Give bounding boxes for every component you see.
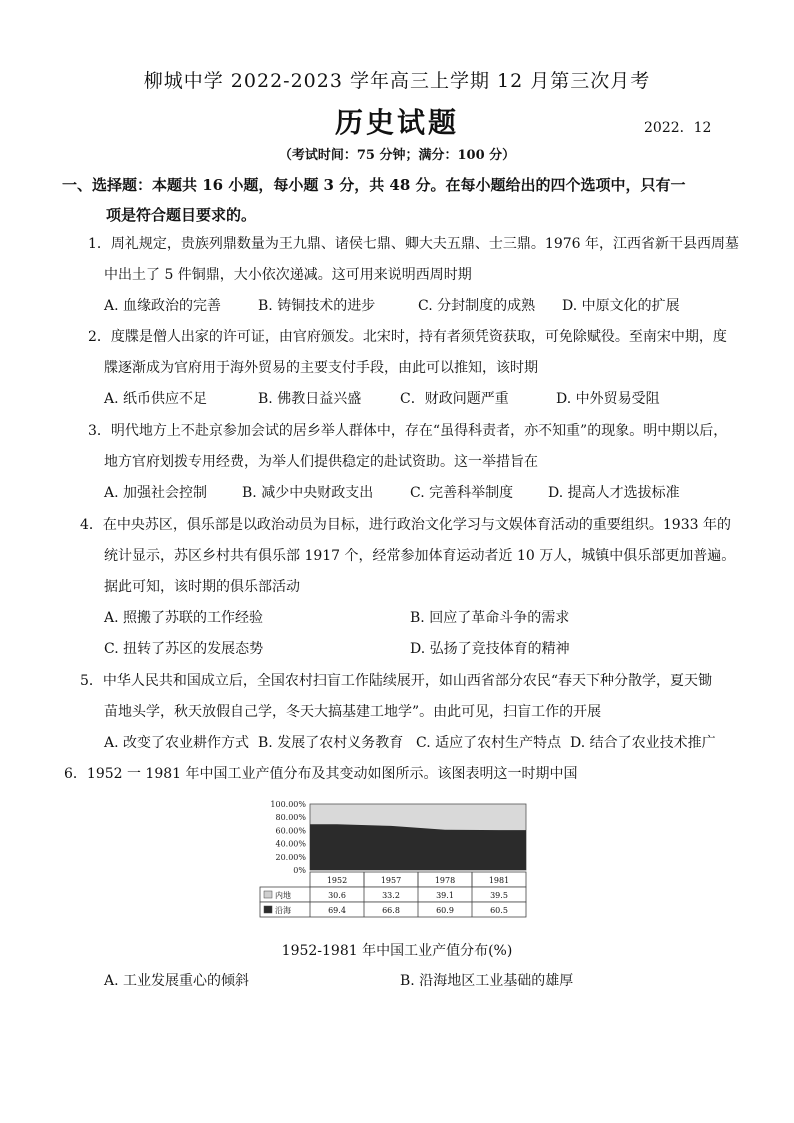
series-area-coastal [310, 824, 526, 870]
question-2-option-c: C．财政问题严重 [400, 391, 509, 407]
legend-label: 沿海 [275, 906, 291, 915]
data-label: 66.8 [382, 906, 400, 915]
y-tick-label: 0% [293, 866, 306, 875]
question-4-line-1: 4．在中央苏区，俱乐部是以政治动员为目标，进行政治文化学习与文娱体育活动的重要组织。1933 年的 [80, 517, 731, 533]
question-6-line-1: 6．1952 一 1981 年中国工业产值分布及其变动如图所示。该图表明这一时期中国 [64, 766, 578, 782]
school-title: 柳城中学 2022-2023 学年高三上学期 12 月第三次月考 [143, 70, 651, 92]
question-2-option-d: D. 中外贸易受阻 [556, 391, 660, 407]
section-heading [62, 170, 742, 230]
question-3-line-1: 3．明代地方上不赴京参加会试的居乡举人群体中，存在“虽得科责者，亦不知重”的现象。明中期以后， [88, 423, 728, 439]
exam-meta: （考试时间：75 分钟；满分：100 分） [278, 148, 516, 163]
question-3-option-c: C. 完善科举制度 [410, 485, 514, 501]
question-5-option-d: D. 结合了农业技术推广 [570, 735, 716, 751]
question-4-option-d: D. 弘扬了竞技体育的精神 [410, 641, 570, 657]
question-4-option-c: C. 扭转了苏区的发展态势 [104, 641, 264, 657]
question-5-line-1: 5．中华人民共和国成立后，全国农村扫盲工作陆续展开，如山西省部分农民“春天下种分散学，夏天锄 [80, 673, 713, 689]
question-2-option-b: B. 佛教日益兴盛 [258, 391, 362, 407]
y-tick-label: 100.00% [270, 800, 306, 809]
x-tick-label: 1952 [326, 876, 348, 885]
legend-swatch [264, 891, 272, 898]
question-1-line-2: 中出土了 5 件铜鼎，大小依次递减。这可用来说明西周时期 [104, 267, 472, 283]
question-3-option-b: B. 减少中央财政支出 [242, 485, 374, 501]
section-heading-line-2: 项是符合题目要求的。 [106, 206, 257, 224]
y-tick-label: 60.00% [275, 826, 306, 836]
exam-date: 2022．12 [644, 120, 712, 136]
x-tick-label: 1957 [380, 876, 402, 885]
data-label: 33.2 [382, 891, 400, 900]
data-label: 60.9 [436, 906, 454, 915]
question-6-option-b: B. 沿海地区工业基础的雄厚 [400, 973, 574, 989]
question-3-line-2: 地方官府划拨专用经费，为举人们提供稳定的赴试资助。这一举措旨在 [104, 454, 538, 470]
question-4-line-2: 统计显示，苏区乡村共有俱乐部 1917 个，经常参加体育运动者近 10 万人，城镇中俱乐部更加普遍。 [104, 548, 736, 564]
question-2-option-a: A. 纸币供应不足 [104, 391, 208, 407]
question-4-line-3: 据此可知，该时期的俱乐部活动 [104, 579, 300, 595]
question-2-line-2: 牒逐渐成为官府用于海外贸易的主要支付手段，由此可以推知，该时期 [104, 360, 538, 376]
y-tick-label: 20.00% [275, 852, 306, 862]
legend-swatch [264, 906, 272, 913]
question-1-option-c: C. 分封制度的成熟 [418, 298, 536, 314]
data-label: 69.4 [328, 906, 346, 915]
question-4-option-a: A. 照搬了苏联的工作经验 [104, 610, 264, 626]
y-tick-label: 40.00% [275, 839, 306, 849]
question-1-option-a: A. 血缘政治的完善 [104, 298, 222, 314]
question-1-option-b: B. 铸铜技术的进步 [258, 298, 376, 314]
y-tick-label: 80.00% [275, 813, 306, 823]
question-4-option-b: B. 回应了革命斗争的需求 [410, 610, 570, 626]
section-heading-line-1: 一、选择题：本题共 16 小题，每小题 3 分，共 48 分。在每小题给出的四个选项中，只有一 [62, 176, 686, 194]
legend-label: 内地 [275, 891, 291, 900]
question-3-option-d: D. 提高人才选拔标准 [548, 485, 680, 501]
question-2-line-1: 2．度牒是僧人出家的许可证，由官府颁发。北宋时，持有者须凭资获取，可免除赋役。至南宋中期，度 [88, 329, 727, 345]
data-label: 39.1 [436, 891, 454, 900]
question-5-option-b: B. 发展了农村义务教育 [258, 735, 404, 751]
chart-caption: 1952-1981 年中国工业产值分布(%) [281, 943, 513, 959]
data-label: 30.6 [328, 891, 346, 900]
x-tick-label: 1978 [434, 876, 456, 885]
data-label: 39.5 [490, 891, 508, 900]
chart-svg [258, 796, 558, 920]
industry-distribution-chart [258, 796, 558, 920]
subject-title: 历史试题 [334, 106, 459, 139]
question-5-option-c: C. 适应了农村生产特点 [416, 735, 562, 751]
question-5-option-a: A. 改变了农业耕作方式 [104, 735, 250, 751]
question-6-option-a: A. 工业发展重心的倾斜 [104, 973, 250, 989]
x-tick-label: 1981 [488, 876, 510, 885]
data-label: 60.5 [490, 906, 508, 915]
question-5-line-2: 苗地头学，秋天放假自己学，冬天大搞基建工地学”。由此可见，扫盲工作的开展 [104, 704, 602, 720]
question-3-option-a: A. 加强社会控制 [104, 485, 208, 501]
question-1-option-d: D. 中原文化的扩展 [562, 298, 680, 314]
question-1-line-1: 1．周礼规定，贵族列鼎数量为王九鼎、诸侯七鼎、卿大夫五鼎、士三鼎。1976 年，江西省新干县西周墓 [88, 236, 739, 252]
